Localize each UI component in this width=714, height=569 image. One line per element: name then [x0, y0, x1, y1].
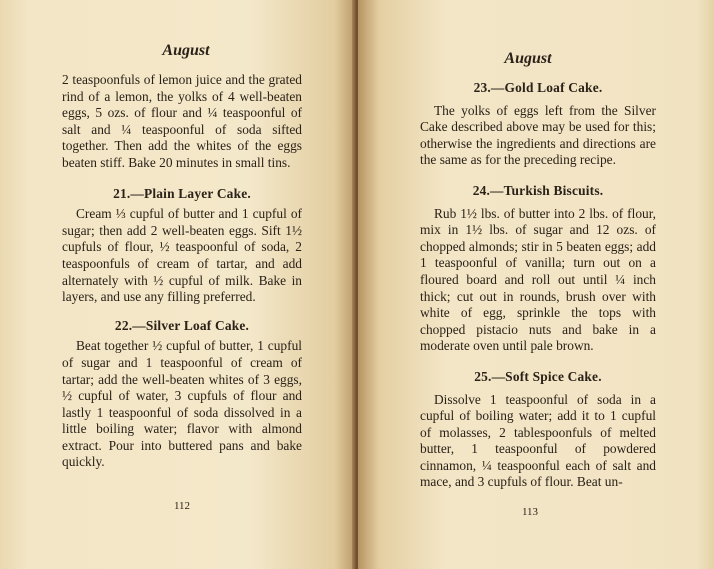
recipe-23-title: 23.—Gold Loaf Cake. [473, 80, 603, 95]
recipe-21-title: 21.—Plain Layer Cake. [113, 185, 251, 201]
left-page-number: 112 [173, 500, 191, 512]
recipe-25-title: 25.—Soft Spice Cake. [474, 368, 602, 384]
right-page-header: August [504, 50, 552, 67]
recipe-24-body: Rub 1½ lbs. of butter into 2 lbs. of flour, mix in 1½ lbs. of sugar and 12 ozs. of chopped almonds; stir in 5 beaten eggs; add 1 teaspoonful of vanilla; turn out on a floured board and roll out until ¼ inch thick; cut out in rounds, brush over with white of egg, sprinkle the tops with chopped pistacio nuts and bake in a moderate oven until pale brown. [420, 205, 656, 354]
left-page-text [62, 72, 302, 471]
recipe-25-body: Dissolve 1 teaspoonful of soda in a cupful of boiling water; add it to 1 cupful of molasses, 2 tablespoonfuls of melted butter, 1 teaspoonful of powdered cinnamon, ¼ teaspoonful each of salt and mace, and 3 cupfuls of flour. Beat un- [420, 391, 656, 490]
right-page-text [420, 78, 656, 491]
recipe-22-body: Beat together ½ cupful of butter, 1 cupful of sugar and 1 teaspoonful of cream of tartar; add the well-beaten whites of 3 eggs, ½ cupful of water, 3 cupfuls of flour and lastly 1 teaspoonful of soda dissolved in a little boiling water; flavor with almond extract. Pour into buttered pans and bake quickly. [62, 338, 302, 470]
right-page-number: 113 [521, 506, 539, 518]
recipe-23-body: The yolks of eggs left from the Silver Cake described above may be used for this; otherwise the ingredients and directions are the same as for the preceding recipe. [420, 102, 656, 168]
recipe-24-title: 24.—Turkish Biscuits. [472, 182, 604, 198]
right-page [358, 0, 714, 569]
left-page-header: August [162, 42, 210, 59]
intro-paragraph: 2 teaspoonfuls of lemon juice and the grated rind of a lemon, the yolks of 4 well-beaten eggs, 5 ozs. of flour and ¼ teaspoonful of salt and ¼ teaspoonful of soda sifted together. Then add the whites of the eggs beaten stiff. Bake 20 minutes in small tins. [62, 72, 302, 170]
recipe-21-body: Cream ⅓ cupful of butter and 1 cupful of sugar; then add 2 well-beaten eggs. Sift 1½ cupfuls of flour, ½ teaspoonful of soda, 2 teaspoonfuls of cream of tartar, and add alternately with ½ cupful of milk. Bake in layers, and use any filling preferred. [62, 206, 302, 305]
recipe-22-title: 22.—Silver Loaf Cake. [114, 317, 250, 333]
left-page [0, 0, 356, 569]
